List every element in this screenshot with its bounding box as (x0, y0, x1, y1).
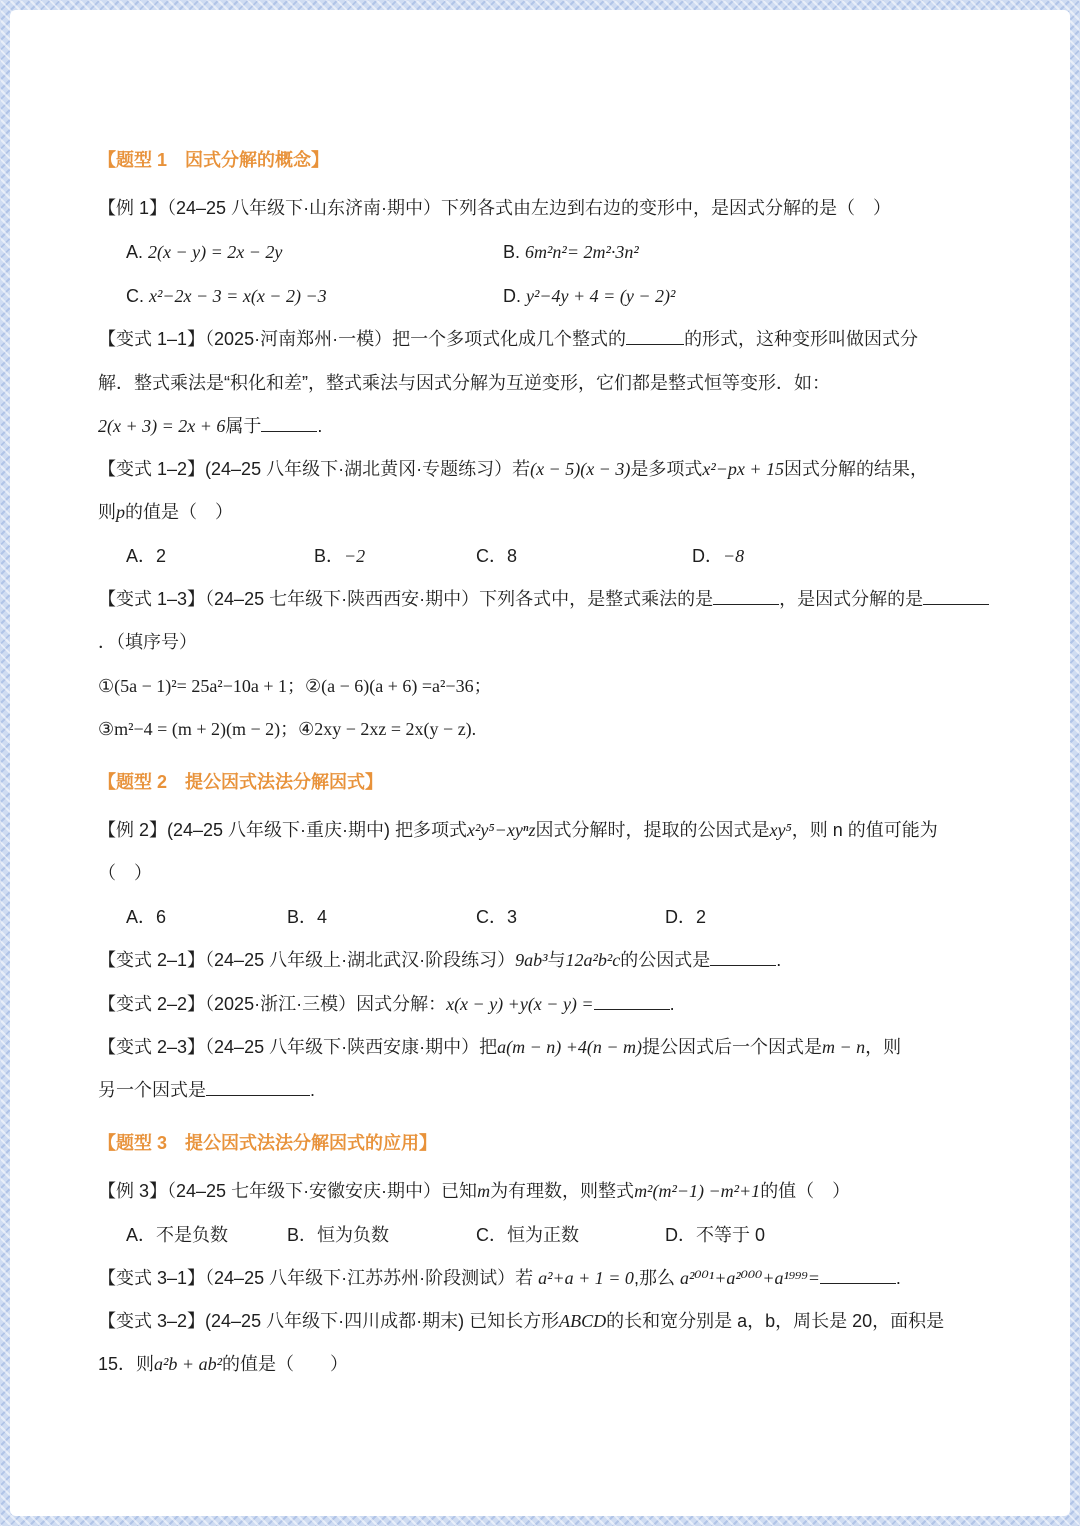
variant-1-1-line1: 【变式 1–1】（2025·河南郑州·一模）把一个多项式化成几个整式的 的形式，这种变形叫做因式分 (98, 326, 918, 352)
variant-1-2-option-d: D．−8 (692, 546, 745, 566)
answer-blank[interactable] (594, 991, 670, 1010)
variant-3-1: 【变式 3–1】（24–25 八年级下·江苏苏州·阶段测试）若 a²+a + 1 = 0,那么 a²⁰⁰¹+a²⁰⁰⁰+a¹⁹⁹⁹= . (98, 1265, 901, 1291)
answer-blank[interactable] (626, 326, 684, 345)
variant-1-3-line2: ．（填序号） (98, 632, 197, 652)
variant-1-2-line2: 则p的值是（ ） (98, 502, 233, 522)
example-2-line2: （ ） (98, 863, 152, 883)
answer-blank[interactable] (713, 586, 779, 605)
variant-1-3-line1: 【变式 1–3】（24–25 七年级下·陕西西安·期中）下列各式中，是整式乘法的是 ，是因式分解的是 (98, 586, 989, 612)
answer-blank[interactable] (820, 1265, 896, 1284)
variant-1-2-option-b: B．−2 (314, 546, 366, 566)
example-1-option-c: C. x²−2x − 3 = x(x − 2) −3 (126, 286, 327, 306)
example-2-line1: 【例 2】(24–25 八年级下·重庆·期中) 把多项式x²y⁵−xyⁿz因式分解时，提取的公因式是xy⁵，则 n 的值可能为 (98, 820, 938, 840)
example-3-option-d: D．不等于 0 (665, 1225, 766, 1245)
variant-1-2-option-a: A．2 (126, 546, 167, 566)
variant-3-2-line2: 15．则a²b + ab²的值是（ ） (98, 1354, 348, 1374)
section-heading-3: 【题型 3 提公因式法法分解因式的应用】 (98, 1133, 438, 1153)
variant-2-1: 【变式 2–1】（24–25 八年级上·湖北武汉·阶段练习）9ab³与12a²b²c的公因式是 . (98, 947, 781, 973)
example-3-question: 【例 3】（24–25 七年级下·安徽安庆·期中）已知m为有理数，则整式m²(m²−1) −m²+1的值（ ） (98, 1181, 851, 1201)
example-3-option-a: A．不是负数 (126, 1225, 229, 1245)
variant-1-1-line2: 解．整式乘法是“积化和差”，整式乘法与因式分解为互逆变形，它们都是整式恒等变形．如： (98, 373, 830, 393)
example-2-option-b: B．4 (287, 907, 328, 927)
variant-1-3-items-1: ①(5a − 1)²= 25a²−10a + 1；②(a − 6)(a + 6) =a²−36； (98, 676, 492, 696)
variant-1-1-line3: 2(x + 3) = 2x + 6属于 . (98, 413, 322, 439)
answer-blank[interactable] (261, 413, 317, 432)
example-3-option-b: B．恒为负数 (287, 1225, 390, 1245)
example-1-option-a: A. 2(x − y) = 2x − 2y (126, 242, 283, 262)
variant-2-3-line1: 【变式 2–3】（24–25 八年级下·陕西安康·期中）把a(m − n) +4(n − m)提公因式后一个因式是m − n，则 (98, 1037, 902, 1057)
example-2-option-d: D．2 (665, 907, 707, 927)
variant-3-2-line1: 【变式 3–2】(24–25 八年级下·四川成都·期末) 已知长方形ABCD的长和宽分别是 a，b，周长是 20，面积是 (98, 1311, 945, 1331)
variant-1-2-line1: 【变式 1–2】(24–25 八年级下·湖北黄冈·专题练习）若(x − 5)(x − 3)是多项式x²−px + 15因式分解的结果， (98, 459, 928, 479)
section-heading-2: 【题型 2 提公因式法法分解因式】 (98, 772, 384, 792)
example-1-question: 【例 1】（24–25 八年级下·山东济南·期中）下列各式由左边到右边的变形中，是因式分解的是（ ） (98, 198, 892, 218)
example-1-option-d: D. y²−4y + 4 = (y − 2)² (503, 286, 676, 306)
variant-1-3-items-2: ③m²−4 = (m + 2)(m − 2)；④2xy − 2xz = 2x(y − z). (98, 719, 477, 739)
answer-blank[interactable] (923, 586, 989, 605)
example-1-option-b: B. 6m²n²= 2m²·3n² (503, 242, 639, 262)
variant-2-3-line2: 另一个因式是 . (98, 1077, 315, 1103)
example-2-option-c: C．3 (476, 907, 518, 927)
answer-blank[interactable] (710, 947, 776, 966)
variant-1-2-option-c: C．8 (476, 546, 518, 566)
example-3-option-c: C．恒为正数 (476, 1225, 579, 1245)
section-heading-1: 【题型 1 因式分解的概念】 (98, 150, 330, 170)
example-2-option-a: A．6 (126, 907, 167, 927)
variant-2-2: 【变式 2–2】（2025·浙江·三模）因式分解：x(x − y) +y(x − y) = . (98, 991, 675, 1017)
answer-blank[interactable] (206, 1077, 310, 1096)
